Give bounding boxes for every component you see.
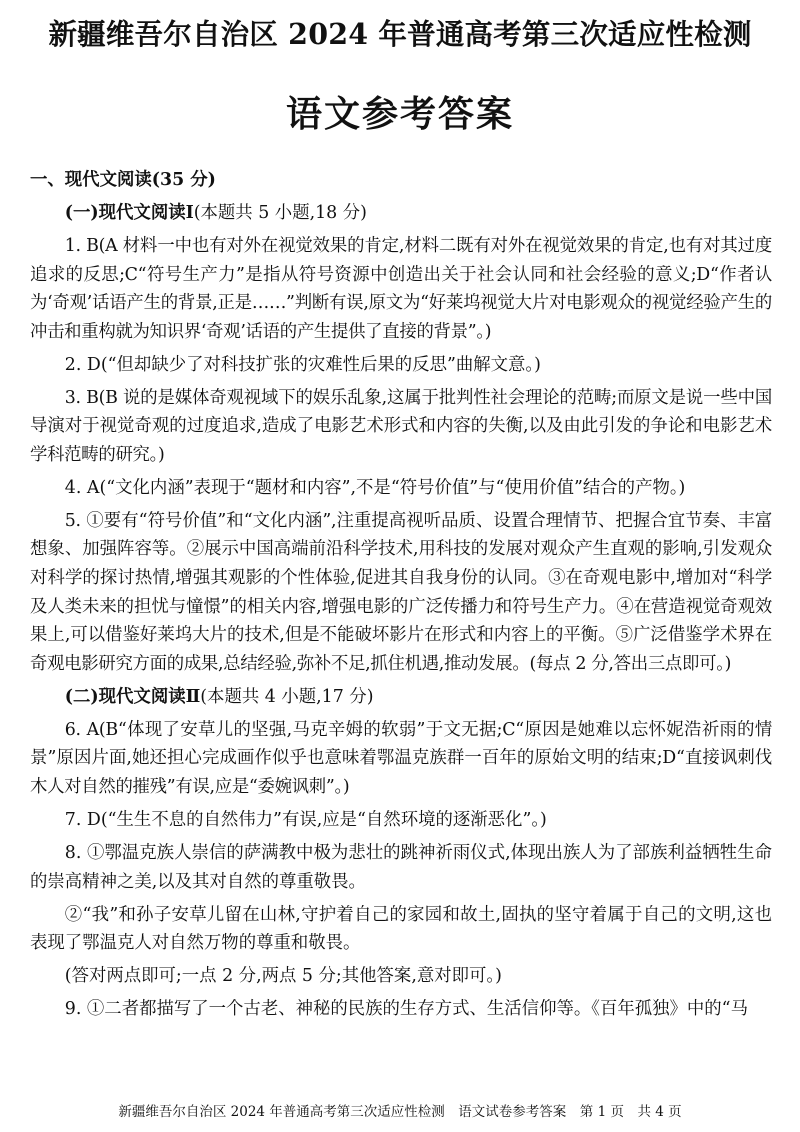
subsection-title: (一)现代文阅读Ⅰ — [64, 202, 194, 223]
subsection-heading-reading-2 — [30, 683, 772, 712]
answer-q8-point-1: 8. ①鄂温克族人崇信的萨满教中极为悲壮的跳神祈雨仪式,体现出族人为了部族利益牺牲生命的崇高精神之美,以及其对自然的尊重敬畏。 — [30, 842, 772, 892]
subsection-heading-reading-1 — [30, 199, 772, 228]
page-footer: 新疆维吾尔自治区 2024 年普通高考第三次适应性检测 语文试卷参考答案 第 1 页 共 4 页 — [118, 1104, 682, 1120]
answer-content — [30, 166, 772, 1028]
answer-q3: 3. B(B 说的是媒体奇观视域下的娱乐乱象,这属于批判性社会理论的范畴;而原文是说一些中国导演对于视觉奇观的过度追求,造成了电影艺术形式和内容的失衡,以及由此引发的争论和电影艺术学科范畴的研究。) — [30, 387, 772, 465]
answer-q1: 1. B(A 材料一中也有对外在视觉效果的肯定,材料二既有对外在视觉效果的肯定,也有对其过度追求的反思;C“符号生产力”是指从符号资源中创造出关于社会认同和社会经验的意义;D“作者认为‘奇观’话语产生的背景,正是……”判断有误,原文为“好莱坞视觉大片对电影观众的视觉经验产生的冲击和重构就为知识界‘奇观’话语的产生提供了直接的背景”。) — [30, 235, 772, 342]
subsection-title: (二)现代文阅读Ⅱ — [64, 686, 201, 707]
page-title: 新疆维吾尔自治区 2024 年普通高考第三次适应性检测 — [48, 17, 752, 51]
subsection-note: (本题共 5 小题,18 分) — [193, 202, 367, 223]
answer-q8-point-2: ②“我”和孙子安草儿留在山林,守护着自己的家园和故土,固执的坚守着属于自己的文明,这也表现了鄂温克人对自然万物的尊重和敬畏。 — [30, 904, 772, 954]
answer-q8-scoring-note: (答对两点即可;一点 2 分,两点 5 分;其他答案,意对即可。) — [64, 966, 502, 987]
subsection-note: (本题共 4 小题,17 分) — [200, 686, 374, 707]
page-subtitle: 语文参考答案 — [285, 93, 514, 135]
answer-q7: 7. D(“生生不息的自然伟力”有误,应是“自然环境的逐渐恶化”。) — [64, 809, 547, 830]
answer-q5: 5. ①要有“符号价值”和“文化内涵”,注重提高视听品质、设置合理情节、把握合宜节奏、丰富想象、加强阵容等。②展示中国高端前沿科学技术,用科技的发展对观众产生直观的影响,引发观众对科学的探讨热情,增强其观影的个性体验,促进其自我身份的认同。③在奇观电影中,增加对“科学及人类未来的担忧与憧憬”的相关内容,增强电影的广泛传播力和符号生产力。④在营造视觉奇观效果上,可以借鉴好莱坞大片的技术,但是不能破坏影片在形式和内容上的平衡。⑤广泛借鉴学术界在奇观电影研究方面的成果,总结经验,弥补不足,抓住机遇,推动发展。(每点 2 分,答出三点即可。) — [30, 510, 772, 674]
answer-q2: 2. D(“但却缺少了对科技扩张的灾难性后果的反思”曲解文意。) — [64, 354, 541, 375]
section-heading-modern-reading: 一、现代文阅读(35 分) — [30, 170, 216, 190]
answer-q9: 9. ①二者都描写了一个古老、神秘的民族的生存方式、生活信仰等。《百年孤独》中的“马 — [64, 999, 748, 1020]
answer-q6: 6. A(B“体现了安草儿的坚强,马克辛姆的软弱”于文无据;C“原因是她难以忘怀妮浩祈雨的情景”原因片面,她还担心完成画作似乎也意味着鄂温克族群一百年的原始文明的结束;D“直接讽刺伐木人对自然的摧残”有误,应是“委婉讽刺”。) — [30, 719, 772, 797]
answer-q4: 4. A(“文化内涵”表现于“题材和内容”,不是“符号价值”与“使用价值”结合的产物。) — [64, 477, 686, 498]
